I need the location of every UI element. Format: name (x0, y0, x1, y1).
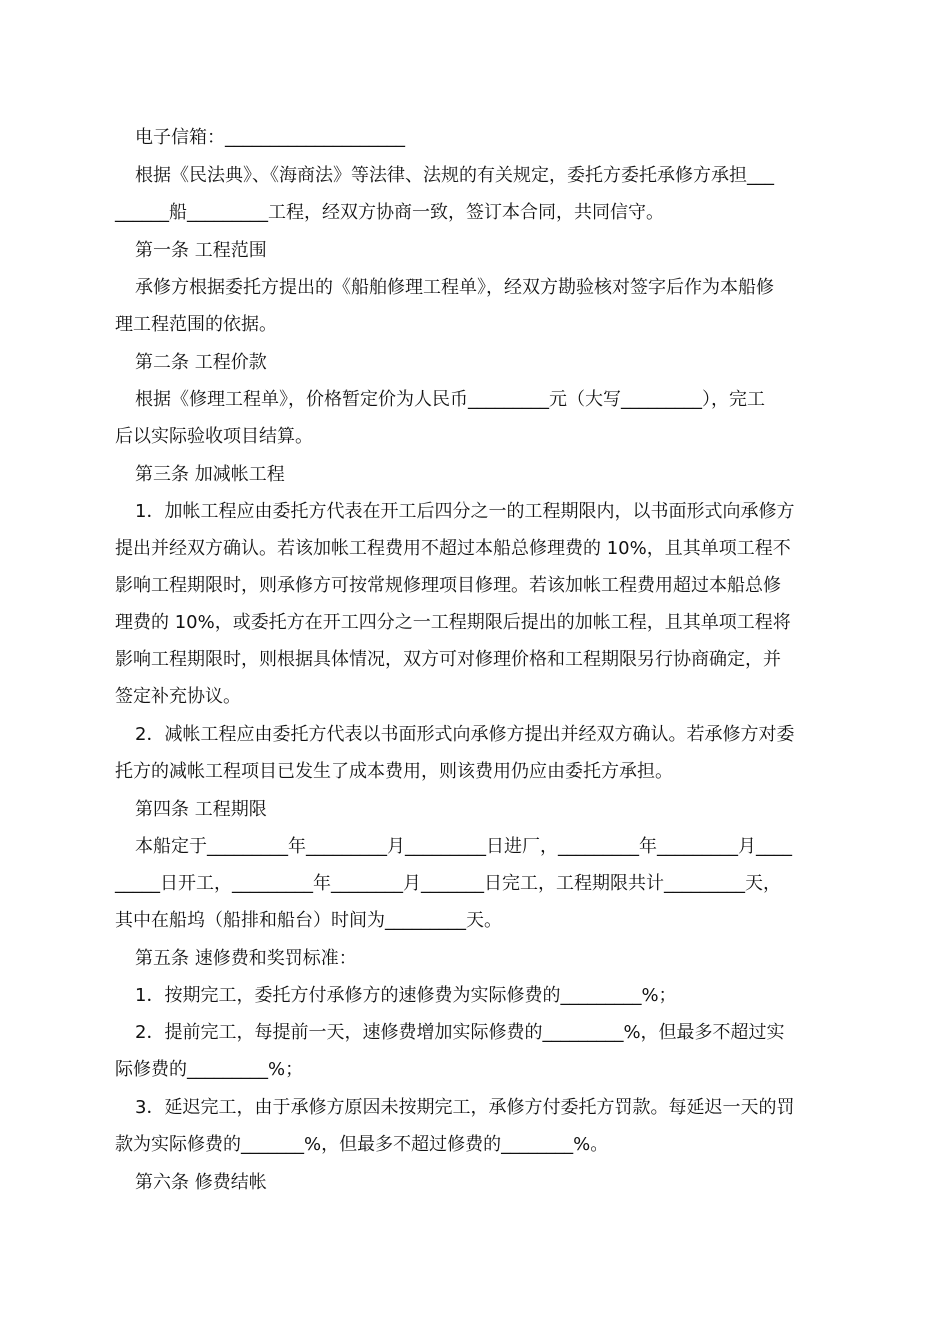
article-1-paragraph-line: 理工程范围的依据。 (115, 314, 277, 335)
article-2-heading: 第二条 工程价款 (135, 352, 267, 373)
article-2-paragraph-line: 后以实际验收项目结算。 (115, 426, 313, 447)
article-3-item-1-line: 提出并经双方确认。若该加帐工程费用不超过本船总修理费的 10%，且其单项工程不 (115, 538, 791, 559)
article-5-item-2-line: 2．提前完工，每提前一天，速修费增加实际修费的_________%，但最多不超过实 (135, 1022, 785, 1043)
article-3-item-2-line: 2．减帐工程应由委托方代表以书面形式向承修方提出并经双方确认。若承修方对委 (135, 724, 795, 745)
article-5-item-1-line: 1．按期完工，委托方付承修方的速修费为实际修费的_________%； (135, 985, 677, 1006)
article-2-paragraph-line: 根据《修理工程单》，价格暂定价为人民币_________元（大写_________），完工 (135, 389, 765, 410)
article-3-item-1-line: 影响工程期限时，则根据具体情况，双方可对修理价格和工程期限另行协商确定，并 (115, 649, 781, 670)
email-line: 电子信箱：____________________ (135, 127, 405, 148)
preamble-paragraph-line: ______船_________工程，经双方协商一致，签订本合同，共同信守。 (115, 202, 664, 223)
article-4-paragraph-line: _____日开工，_________年________月_______日完工，工程期限共计_________天， (115, 873, 781, 894)
article-3-heading: 第三条 加减帐工程 (135, 464, 285, 485)
article-3-item-1-line: 签定补充协议。 (115, 686, 241, 707)
article-6-heading: 第六条 修费结帐 (135, 1172, 267, 1193)
article-3-item-1-line: 理费的 10%，或委托方在开工四分之一工程期限后提出的加帐工程，且其单项工程将 (115, 612, 791, 633)
article-1-heading: 第一条 工程范围 (135, 240, 267, 261)
article-3-item-1-line: 1．加帐工程应由委托方代表在开工后四分之一的工程期限内，以书面形式向承修方 (135, 501, 795, 522)
article-4-heading: 第四条 工程期限 (135, 799, 267, 820)
article-5-heading: 第五条 速修费和奖罚标准： (135, 948, 357, 969)
article-4-paragraph-line: 本船定于_________年_________月_________日进厂，_________年_________月____ (135, 836, 792, 857)
article-5-item-3-line: 款为实际修费的_______%，但最多不超过修费的________%。 (115, 1134, 609, 1155)
preamble-paragraph-line: 根据《民法典》、《海商法》等法律、法规的有关规定，委托方委托承修方承担___ (135, 165, 774, 186)
article-4-paragraph-line: 其中在船坞（船排和船台）时间为_________天。 (115, 910, 502, 931)
article-5-item-2-line: 际修费的_________%； (115, 1059, 304, 1080)
article-5-item-3-line: 3．延迟完工，由于承修方原因未按期完工，承修方付委托方罚款。每延迟一天的罚 (135, 1097, 795, 1118)
article-3-item-1-line: 影响工程期限时，则承修方可按常规修理项目修理。若该加帐工程费用超过本船总修 (115, 575, 781, 596)
article-1-paragraph-line: 承修方根据委托方提出的《船舶修理工程单》，经双方勘验核对签字后作为本船修 (135, 277, 774, 298)
article-3-item-2-line: 托方的减帐工程项目已发生了成本费用，则该费用仍应由委托方承担。 (115, 761, 673, 782)
